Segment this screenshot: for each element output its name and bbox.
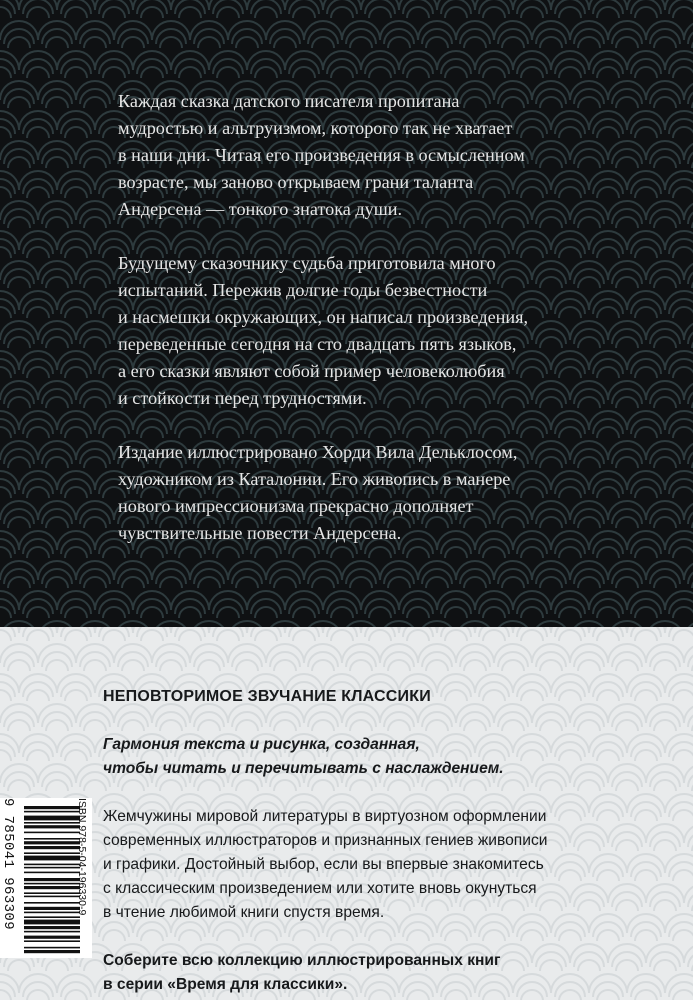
barcode-bar	[24, 896, 80, 898]
barcode-bar	[24, 947, 80, 949]
barcode-bar	[24, 832, 80, 834]
series-heading: НЕПОВТОРИМОЕ ЗВУЧАНИЕ КЛАССИКИ	[103, 688, 431, 705]
barcode-bar	[24, 926, 80, 929]
barcode-bar	[24, 825, 80, 828]
barcode-bar	[24, 852, 80, 854]
barcode-bar	[24, 838, 80, 840]
series-panel	[0, 627, 693, 1000]
ean-digits: 9 785041 963309	[0, 798, 16, 931]
barcode-bar	[24, 886, 80, 889]
annotation-paragraph-3: Издание иллюстрировано Хорди Вила Дельклосом, художником из Каталонии. Его живопись в манере нового импрессионизма прекрасно дополняет чувствительные повести Андерсена.	[118, 442, 518, 543]
barcode-bar	[24, 883, 80, 885]
barcode-bar	[24, 872, 80, 874]
barcode-bar	[24, 841, 80, 844]
barcode-bar	[24, 950, 80, 953]
barcode-bar	[24, 867, 80, 869]
barcode-bar	[24, 940, 80, 942]
barcode-bar	[24, 936, 80, 939]
series-tagline: Гармония текста и рисунка, созданная, чтобы читать и перечитывать с наслаждением.	[103, 736, 504, 777]
barcode-bar	[24, 902, 80, 904]
barcode-bar	[24, 931, 80, 933]
barcode-bar	[24, 878, 80, 881]
barcode-bar	[24, 816, 80, 821]
barcode-bar	[24, 806, 80, 809]
barcode-bar	[24, 822, 80, 824]
barcode-bar	[24, 864, 80, 866]
barcode-bar	[24, 920, 80, 925]
annotation-paragraph-2: Будущему сказочнику судьба приготовила много испытаний. Пережив долгие годы безвестности и насмешки окружающих, он написал произведения, переведенные сегодня на сто двадцать пять языков, а его сказки являют собой пример человеколюбия и стойкости перед трудностями.	[118, 253, 529, 408]
series-description: Жемчужины мировой литературы в виртуозном оформлении современных иллюстраторов и признанных гениев живописи и графики. Достойный выбор, если вы впервые знакомитесь с классическим произведением или хотите вновь окунуться в чтение любимой книги спустя время.	[103, 808, 548, 921]
series-closing: Соберите всю коллекцию иллюстрированных книг в серии «Время для классики».	[103, 952, 501, 993]
barcode-bar	[24, 907, 80, 910]
barcode-bar	[24, 916, 80, 918]
annotation-paragraph-1: Каждая сказка датского писателя пропитана мудростью и альтруизмом, которого так не хватает в наши дни. Читая его произведения в осмысленном возрасте, мы заново открываем грани таланта Андерсена — тонкого знатока души.	[118, 91, 525, 219]
isbn-label: ISBN 978-5-04-196330-9	[76, 798, 88, 916]
barcode-bar	[24, 856, 80, 861]
barcode-bar	[24, 846, 80, 849]
barcode-bar	[24, 912, 80, 914]
annotation-text	[118, 88, 588, 574]
series-text	[103, 685, 623, 997]
barcode-bar	[24, 892, 80, 894]
barcode-bar	[24, 811, 80, 813]
